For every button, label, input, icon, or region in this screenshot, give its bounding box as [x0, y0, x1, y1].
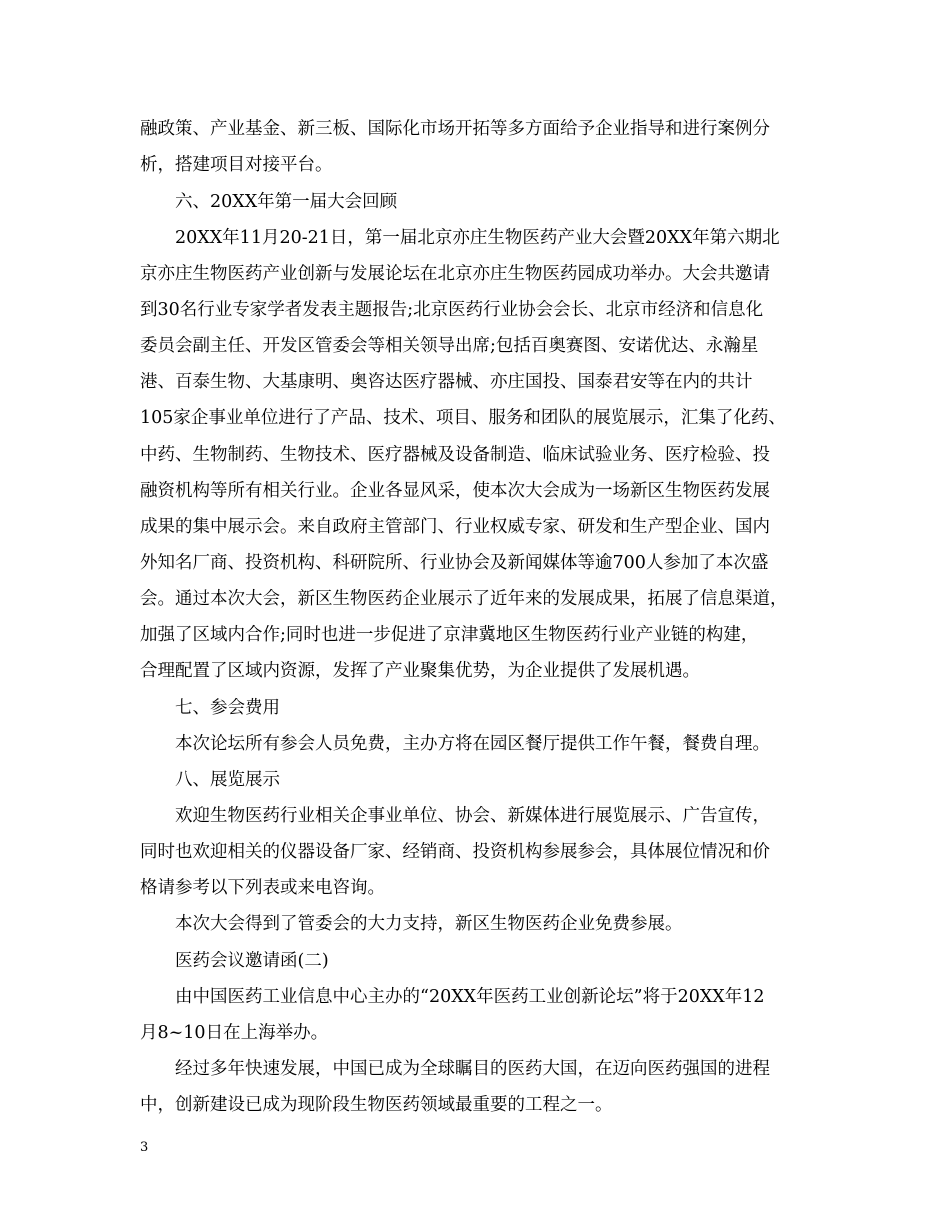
text-line: 20XX年11月20-21日，第一届北京亦庄生物医药产业大会暨20XX年第六期北: [175, 228, 780, 248]
text-line: 京亦庄生物医药产业创新与发展论坛在北京亦庄生物医药园成功举办。大会共邀请: [140, 264, 770, 284]
text-line: 经过多年快速发展，中国已成为全球瞩目的医药大国，在迈向医药强国的进程: [175, 1059, 770, 1079]
section-heading: 医药会议邀请函(二): [175, 951, 329, 971]
text-line: 由中国医药工业信息中心主办的“20XX年医药工业创新论坛”将于20XX年12: [175, 987, 765, 1007]
section-heading: 八、展览展示: [175, 770, 280, 790]
text-line: 本次大会得到了管委会的大力支持，新区生物医药企业免费参展。: [175, 914, 683, 934]
text-line: 加强了区域内合作;同时也进一步促进了京津冀地区生物医药行业产业链的构建，: [140, 625, 759, 645]
text-line: 融政策、产业基金、新三板、国际化市场开拓等多方面给予企业指导和进行案例分: [140, 119, 770, 139]
text-line: 到30名行业专家学者发表主题报告;北京医药行业协会会长、北京市经济和信息化: [140, 300, 764, 320]
text-line: 中，创新建设已成为现阶段生物医药领域最重要的工程之一。: [140, 1095, 613, 1115]
page-number: 3: [140, 1140, 149, 1155]
section-heading: 七、参会费用: [175, 698, 280, 718]
text-line: 月8~10日在上海举办。: [140, 1023, 329, 1043]
text-line: 委员会副主任、开发区管委会等相关领导出席;包括百奥赛图、安诺优达、永瀚星: [140, 336, 759, 356]
text-line: 本次论坛所有参会人员免费，主办方将在园区餐厅提供工作午餐，餐费自理。: [175, 734, 770, 754]
text-line: 格请参考以下列表或来电咨询。: [140, 878, 385, 898]
text-line: 合理配置了区域内资源，发挥了产业聚集优势，为企业提供了发展机遇。: [140, 661, 700, 681]
text-line: 融资机构等所有相关行业。企业各显风采，使本次大会成为一场新区生物医药发展: [140, 481, 770, 501]
text-line: 同时也欢迎相关的仪器设备厂家、经销商、投资机构参展参会，具体展位情况和价: [140, 842, 770, 862]
text-line: 会。通过本次大会，新区生物医药企业展示了近年来的发展成果，拓展了信息渠道，: [140, 589, 788, 609]
text-line: 成果的集中展示会。来自政府主管部门、行业权威专家、研发和生产型企业、国内: [140, 517, 770, 537]
text-line: 105家企事业单位进行了产品、技术、项目、服务和团队的展览展示，汇集了化药、: [140, 408, 786, 428]
text-line: 欢迎生物医药行业相关企事业单位、协会、新媒体进行展览展示、广告宣传，: [175, 806, 770, 826]
text-line: 港、百泰生物、大基康明、奥咨达医疗器械、亦庄国投、国泰君安等在内的共计: [140, 372, 753, 392]
text-line: 外知名厂商、投资机构、科研院所、行业协会及新闻媒体等逾700人参加了本次盛: [140, 553, 769, 573]
section-heading: 六、20XX年第一届大会回顾: [175, 192, 398, 212]
text-line: 析，搭建项目对接平台。: [140, 155, 333, 175]
text-line: 中药、生物制药、生物技术、医疗器械及设备制造、临床试验业务、医疗检验、投: [140, 445, 770, 465]
